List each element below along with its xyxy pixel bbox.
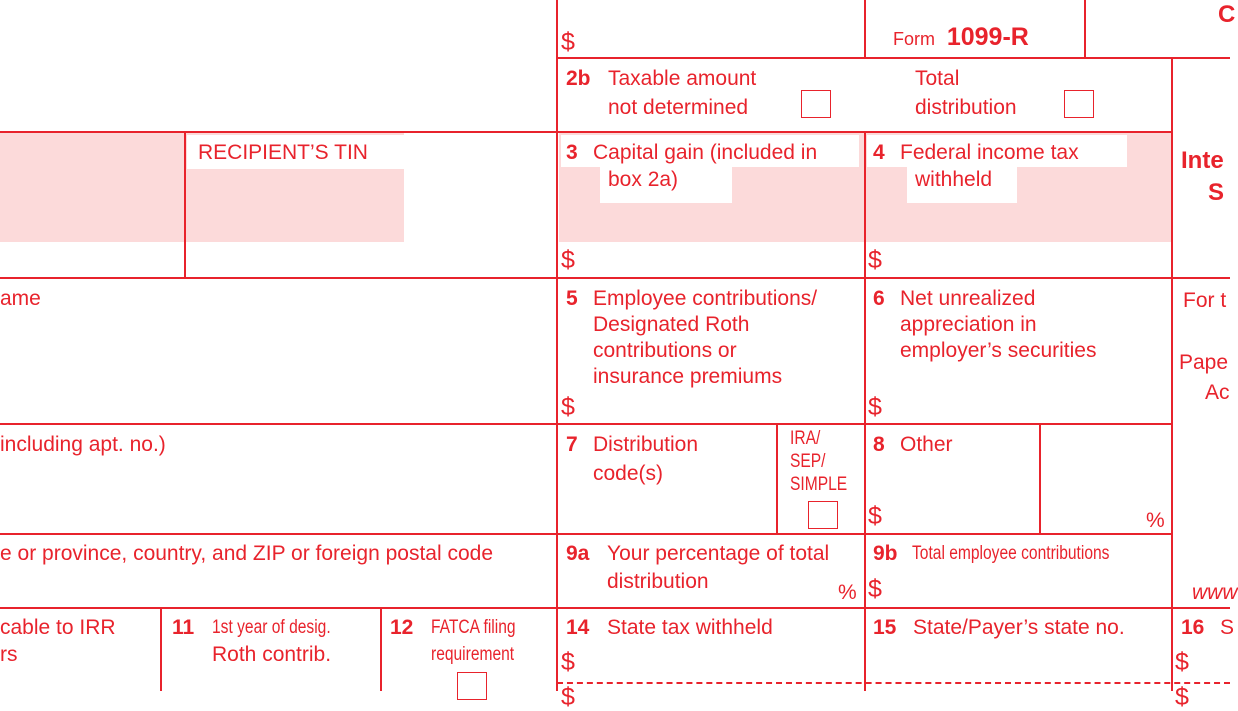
box2b-taxable-line2: not determined	[608, 96, 749, 119]
corner-fragment: C	[1218, 1, 1236, 28]
box5-line2: Designated Roth	[593, 313, 750, 336]
box3-number: 3	[566, 141, 578, 164]
street-address-label: including apt. no.)	[0, 433, 166, 456]
recipient-name-label: ame	[0, 287, 41, 310]
box2a-dollar: $	[561, 28, 575, 56]
box16-label: S	[1220, 616, 1235, 639]
box2b-number: 2b	[566, 67, 591, 90]
rule-col-tin	[184, 131, 186, 278]
total-distribution-checkbox[interactable]	[1064, 90, 1094, 118]
box14-number: 14	[566, 616, 590, 639]
rule-row5	[0, 533, 1172, 535]
box10-line1: cable to IRR	[0, 616, 116, 639]
agency-title-line2: S	[1208, 179, 1225, 206]
ira-sep-simple-line1	[790, 428, 827, 450]
box11-number: 11	[172, 616, 195, 639]
box2b-total-line2: distribution	[915, 96, 1017, 119]
ira-label: IRA/	[790, 428, 821, 449]
box11-line1: 1st year of desig.	[212, 617, 331, 638]
box5-line1: Employee contributions/	[593, 287, 818, 310]
rule-row1	[557, 57, 1230, 59]
box3-line1: Capital gain (included in	[593, 141, 818, 164]
box11-line1-wrap	[212, 617, 357, 639]
box6-line1: Net unrealized	[900, 287, 1036, 310]
box12-line2: requirement	[431, 644, 515, 665]
box8-number: 8	[873, 433, 885, 456]
box4-line1: Federal income tax	[900, 141, 1079, 164]
box9a-percent: %	[838, 581, 857, 604]
box9a-number: 9a	[566, 542, 590, 565]
fatca-checkbox[interactable]	[457, 672, 487, 700]
box8-label: Other	[900, 433, 953, 456]
box7-number: 7	[566, 433, 578, 456]
box16-number: 16	[1181, 616, 1205, 639]
box6-dollar: $	[868, 393, 882, 421]
box8-percent: %	[1146, 509, 1165, 532]
right-panel-for: For t	[1183, 289, 1227, 312]
rule-col-15	[864, 607, 866, 691]
form-prefix: Form	[893, 29, 935, 49]
box9b-label: Total employee contributions	[912, 543, 1110, 564]
simple-label: SIMPLE	[790, 474, 848, 495]
box5-line4: insurance premiums	[593, 365, 783, 388]
rule-state-dashed	[557, 682, 1230, 684]
form-title	[893, 24, 1029, 52]
rule-row2	[0, 131, 1172, 133]
rule-col-11	[160, 607, 162, 691]
box2b-total-line1: Total	[915, 67, 960, 90]
right-panel-pape: Pape	[1179, 351, 1229, 374]
box12-line1: FATCA filing	[431, 617, 516, 638]
box3-dollar: $	[561, 246, 575, 274]
box15-number: 15	[873, 616, 897, 639]
box6-line2: appreciation in	[900, 313, 1037, 336]
city-state-label: e or province, country, and ZIP or foreign postal code	[0, 542, 493, 565]
box12-line1-wrap	[431, 617, 534, 639]
ira-sep-simple-checkbox[interactable]	[808, 501, 838, 529]
rule-col-right	[1171, 57, 1173, 691]
ira-sep-simple-line3	[790, 474, 860, 496]
rule-row6	[0, 607, 1230, 609]
agency-title-line1: Inte	[1181, 147, 1224, 174]
box15-label: State/Payer’s state no.	[913, 616, 1125, 639]
box7-line2: code(s)	[593, 462, 664, 485]
box16-dollar: $	[1175, 648, 1189, 676]
box5-line3: contributions or	[593, 339, 737, 362]
box16-dollar-2: $	[1175, 683, 1189, 711]
box9b-number: 9b	[873, 542, 898, 565]
box4-dollar: $	[868, 246, 882, 274]
box12-line2-wrap	[431, 644, 532, 666]
box4-line2: withheld	[915, 168, 993, 191]
sep-label: SEP/	[790, 451, 826, 472]
box6-number: 6	[873, 287, 885, 310]
rule-col-ira	[776, 423, 778, 534]
recipient-tin-label: RECIPIENT’S TIN	[198, 141, 368, 164]
right-panel-ac: Ac	[1205, 381, 1230, 404]
rule-row4	[0, 423, 1172, 425]
box9b-label-wrap	[912, 543, 1153, 565]
taxable-not-determined-checkbox[interactable]	[801, 90, 831, 118]
box9a-line2: distribution	[607, 570, 709, 593]
rule-col-mid2	[864, 131, 866, 608]
right-panel-www: www	[1192, 581, 1238, 604]
box6-line3: employer’s securities	[900, 339, 1097, 362]
ira-sep-simple-line2	[790, 451, 833, 473]
form-number: 1099-R	[946, 23, 1029, 51]
box3-line2: box 2a)	[608, 168, 679, 191]
box9a-line1: Your percentage of total	[607, 542, 830, 565]
box10-line2: rs	[0, 643, 18, 666]
box5-dollar: $	[561, 393, 575, 421]
rule-col-8pct	[1039, 423, 1041, 534]
box11-line2: Roth contrib.	[212, 643, 332, 666]
box14-dollar-2: $	[561, 683, 575, 711]
rule-col-main	[556, 0, 558, 691]
box4-number: 4	[873, 141, 885, 164]
box2b-taxable-line1: Taxable amount	[608, 67, 757, 90]
rule-col-right-top	[1084, 0, 1086, 58]
box14-label: State tax withheld	[607, 616, 773, 639]
box12-number: 12	[390, 616, 414, 639]
box9b-dollar: $	[868, 575, 882, 603]
box14-dollar: $	[561, 648, 575, 676]
rule-col-mid	[864, 0, 866, 58]
box5-number: 5	[566, 287, 578, 310]
box8-dollar: $	[868, 502, 882, 530]
rule-col-12	[380, 607, 382, 691]
box7-line1: Distribution	[593, 433, 699, 456]
